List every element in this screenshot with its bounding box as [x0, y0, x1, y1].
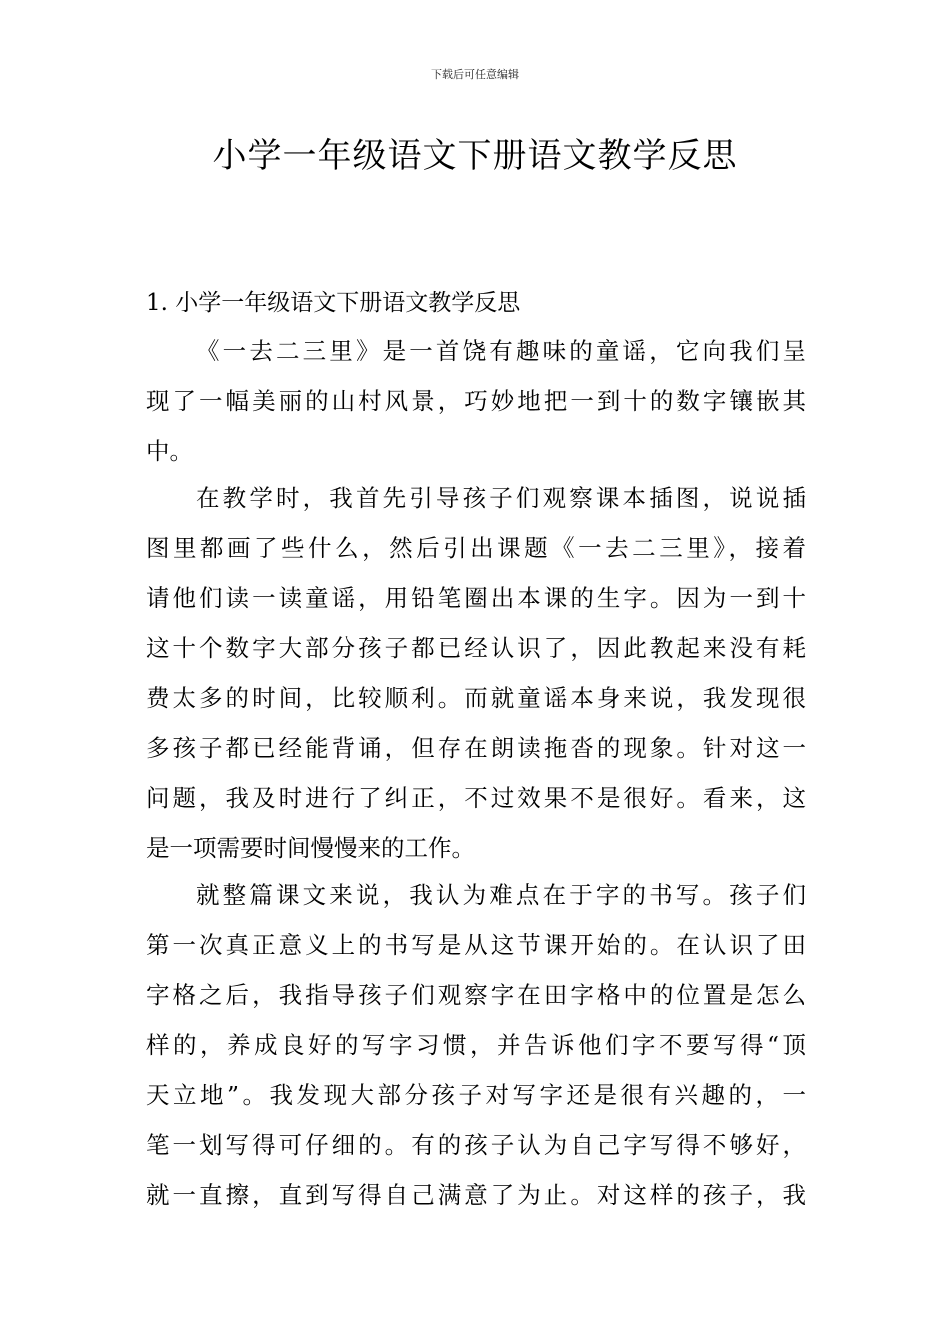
header-note: 下载后可任意编辑: [431, 68, 519, 81]
paragraph-line: 问题，我及时进行了纠正，不过效果不是很好。看来，这: [146, 784, 806, 812]
page-title: 小学一年级语文下册语文教学反思: [212, 136, 738, 176]
paragraph-line: 就整篇课文来说，我认为难点在于字的书写。孩子们: [196, 881, 806, 909]
paragraph-line: 图里都画了些什么，然后引出课题《一去二三里》，接着: [146, 534, 806, 562]
paragraph-3: [146, 870, 806, 1220]
paragraph-line: 是一项需要时间慢慢来的工作。: [146, 834, 475, 862]
paragraph-line: 第一次真正意义上的书写是从这节课开始的。在认识了田: [146, 931, 806, 959]
paragraph-line: 多孩子都已经能背诵，但存在朗读拖沓的现象。针对这一: [146, 734, 806, 762]
paragraph-line: 这十个数字大部分孩子都已经认识了，因此教起来没有耗: [146, 634, 806, 662]
paragraph-line: 天立地”。我发现大部分孩子对写字还是很有兴趣的，一: [146, 1081, 806, 1109]
paragraph-line: 就一直擦，直到写得自己满意了为止。对这样的孩子，我: [146, 1181, 806, 1209]
paragraph-line: 《一去二三里》是一首饶有趣味的童谣，它向我们呈: [196, 337, 806, 365]
paragraph-line: 中。: [146, 437, 193, 465]
paragraph-1: [146, 326, 806, 476]
paragraph-line: 字格之后，我指导孩子们观察字在田字格中的位置是怎么: [146, 981, 806, 1009]
paragraph-line: 在教学时，我首先引导孩子们观察课本插图，说说插: [196, 484, 806, 512]
paragraph-line: 现了一幅美丽的山村风景，巧妙地把一到十的数字镶嵌其: [146, 387, 806, 415]
paragraph-line: 请他们读一读童谣，用铅笔圈出本课的生字。因为一到十: [146, 584, 806, 612]
paragraph-line: 样的，养成良好的写字习惯，并告诉他们字不要写得“顶: [146, 1031, 806, 1059]
paragraph-line: 费太多的时间，比较顺利。而就童谣本身来说，我发现很: [146, 684, 806, 712]
section-heading: 1. 小学一年级语文下册语文教学反思: [146, 290, 521, 316]
paragraph-2: [146, 473, 806, 873]
paragraph-line: 笔一划写得可仔细的。有的孩子认为自己字写得不够好，: [146, 1131, 806, 1159]
